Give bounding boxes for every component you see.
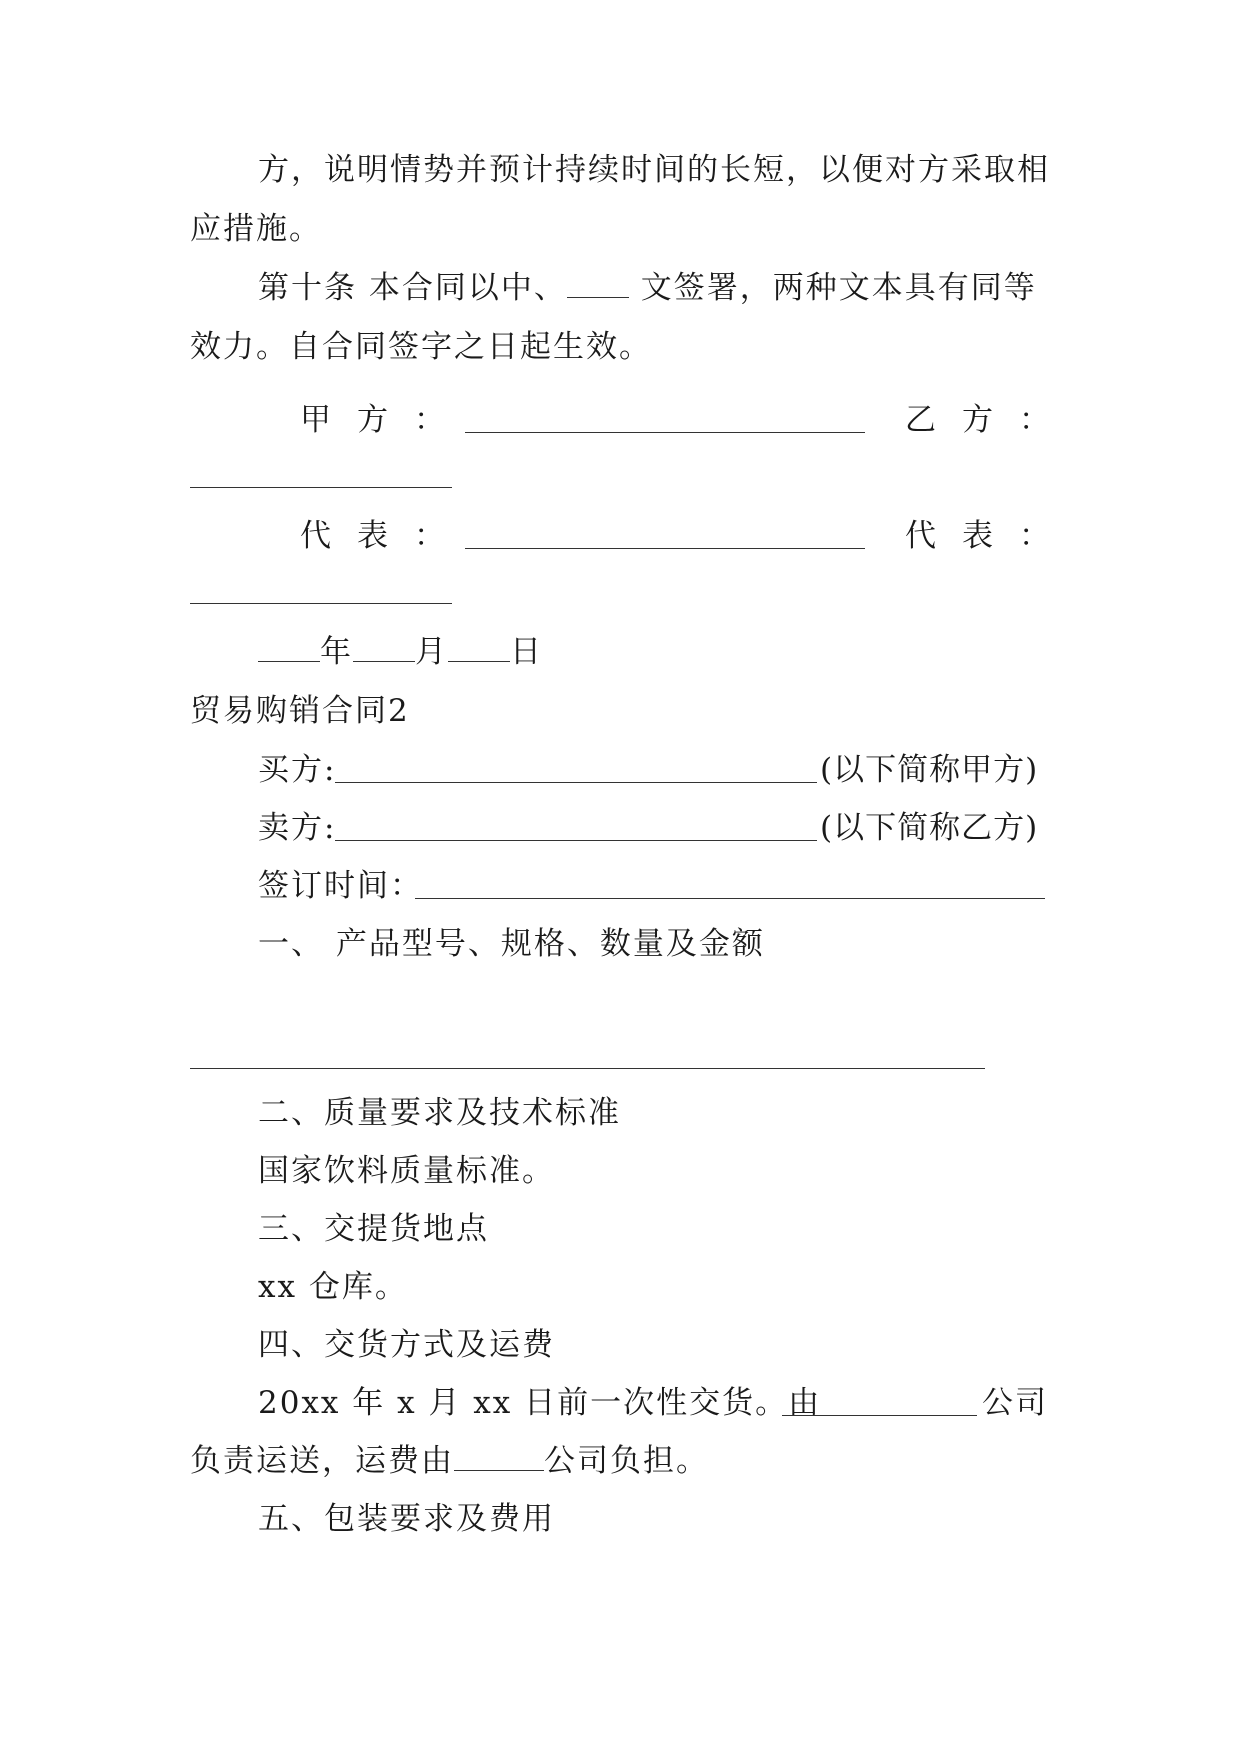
article-10-text: 第十条 本合同以中、 [258,270,567,306]
section-2-title: 二、质量要求及技术标准 [258,1095,621,1131]
day-label: 日 [510,634,543,670]
freight-company-blank [454,1442,544,1471]
section-2-body: 国家饮料质量标准。 [258,1153,555,1189]
section-5-title: 五、包装要求及费用 [258,1501,555,1537]
section-4-text-cont: 公司 [982,1385,1048,1421]
year-label: 年 [320,634,353,670]
sign-time-blank [415,898,1045,899]
month-label: 月 [415,634,448,670]
seller-note: (以下简称乙方) [820,810,1039,846]
section-4-title: 四、交货方式及运费 [258,1327,555,1363]
seller-line [258,808,336,848]
section-4-line [258,1383,821,1423]
seller-blank [335,840,817,841]
day-blank [448,633,510,662]
year-blank [258,633,320,662]
section-3-title: 三、交提货地点 [258,1211,489,1247]
buyer-note: (以下简称甲方) [820,752,1039,788]
month-blank [353,633,415,662]
sign-time-line [258,866,423,906]
transport-company-blank [782,1415,977,1416]
rep-b-blank [190,603,452,604]
buyer-label: 买方: [258,752,337,788]
paragraph-line: 应措施。 [190,211,322,247]
seller-label: 卖方: [258,810,337,846]
section-4-text-cont: 公司负担。 [544,1443,709,1479]
section-4-text: 20xx 年 x 月 xx 日前一次性交货。由 [258,1385,822,1421]
section-3-body: xx 仓库。 [258,1269,408,1305]
language-blank [567,269,629,298]
party-b-label: 乙方： [905,402,1076,438]
rep-a-label: 代表： [300,518,471,554]
sign-time-label: 签订时间： [258,868,423,904]
section-4-text: 负责运送，运费由 [190,1443,454,1479]
party-a-label: 甲方： [300,402,471,438]
article-10-line: 效力。自合同签字之日起生效。 [190,329,652,365]
section-4-line [190,1441,709,1481]
contract-2-title: 贸易购销合同2 [190,693,410,729]
section-1-title: 一、 产品型号、规格、数量及金额 [258,926,765,962]
rep-a-blank [465,548,865,549]
buyer-line [258,750,336,790]
article-10-line [258,268,1037,308]
buyer-blank [335,782,817,783]
rep-b-label: 代表： [905,518,1076,554]
party-b-blank [190,487,452,488]
party-a-blank [465,432,865,433]
paragraph-line: 方，说明情势并预计持续时间的长短，以便对方采取相 [258,152,1050,188]
article-10-text-cont: 文签署，两种文本具有同等 [628,270,1037,306]
product-table-blank [190,1068,985,1069]
date-line [258,632,543,672]
